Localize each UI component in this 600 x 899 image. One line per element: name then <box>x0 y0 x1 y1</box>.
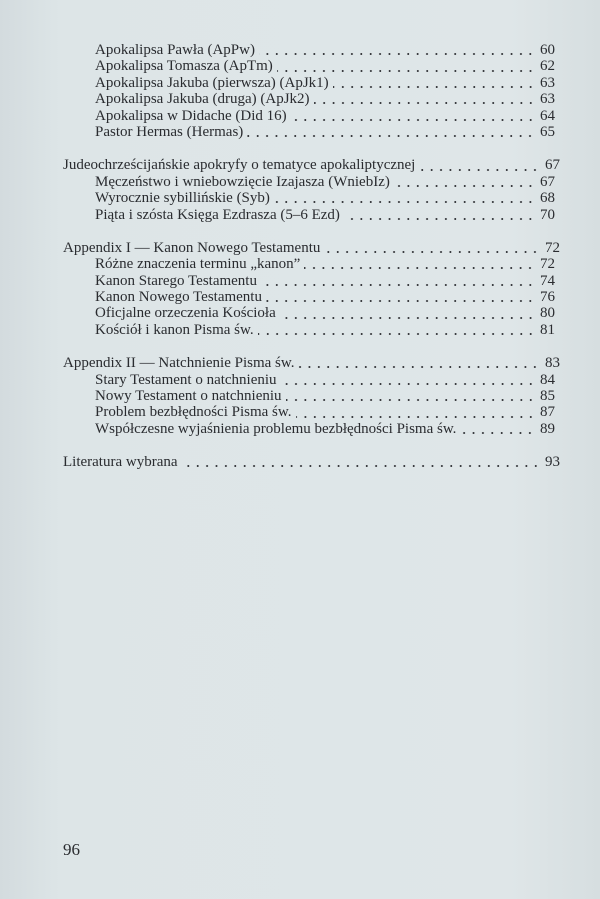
toc-subentry <box>63 108 560 124</box>
toc-subentry <box>63 372 560 388</box>
dot-leader <box>333 86 535 88</box>
dot-leader <box>296 416 535 418</box>
entry-page-number: 65 <box>540 123 555 140</box>
entry-page-number: 67 <box>540 173 555 190</box>
entry-page-number: 67 <box>545 157 560 174</box>
toc-subentry <box>63 322 560 338</box>
entry-title: Współczesne wyjaśnienia problemu bezbłędności Pisma św. <box>95 420 457 437</box>
toc-subentry <box>63 289 560 305</box>
toc-subentry <box>63 256 560 272</box>
entry-page-number: 81 <box>540 321 555 338</box>
entry-title: Nowy Testament o natchnieniu <box>95 388 282 405</box>
toc-subentry <box>63 91 560 107</box>
dot-leader <box>460 432 535 434</box>
dot-leader <box>344 218 535 220</box>
toc-subentry <box>63 207 560 223</box>
entry-title: Problem bezbłędności Pisma św. <box>95 404 292 421</box>
toc-entry <box>63 157 560 173</box>
entry-page-number: 83 <box>545 355 560 372</box>
dot-leader <box>280 317 535 319</box>
dot-leader <box>314 102 535 104</box>
entry-page-number: 63 <box>540 74 555 91</box>
entry-title: Apokalipsa Jakuba (druga) (ApJk2) <box>95 91 310 108</box>
entry-title: Różne znaczenia terminu „kanon” <box>95 256 301 273</box>
dot-leader <box>419 169 540 171</box>
dot-leader <box>247 135 535 137</box>
dot-leader <box>298 366 540 368</box>
dot-leader <box>266 300 535 302</box>
entry-title: Apokalipsa Pawła (ApPw) <box>95 42 255 58</box>
entry-page-number: 76 <box>540 289 555 306</box>
toc-section <box>63 157 560 223</box>
dot-leader <box>277 70 535 72</box>
toc-section <box>63 240 560 338</box>
entry-title: Judeochrześcijańskie apokryfy o tematyce apokaliptycznej <box>63 157 416 174</box>
toc-subentry <box>63 273 560 289</box>
toc-subentry <box>63 75 560 91</box>
entry-title: Kanon Nowego Testamentu <box>95 289 262 306</box>
entry-title: Kościół i kanon Pisma św. <box>95 321 254 338</box>
toc-section <box>63 42 560 140</box>
entry-page-number: 72 <box>540 256 555 273</box>
toc-subentry <box>63 305 560 321</box>
entry-title: Apokalipsa Jakuba (pierwsza) (ApJk1) <box>95 74 329 91</box>
entry-title: Piąta i szósta Księga Ezdrasza (5–6 Ezd) <box>95 206 340 223</box>
entry-title: Appendix II — Natchnienie Pisma św. <box>63 355 295 372</box>
entry-title: Oficjalne orzeczenia Kościoła <box>95 305 276 322</box>
entry-page-number: 68 <box>540 190 555 207</box>
entry-title: Kanon Starego Testamentu <box>95 272 257 289</box>
entry-title: Męczeństwo i wniebowzięcie Izajasza (WniebIz) <box>95 173 390 190</box>
dot-leader <box>274 201 535 203</box>
table-of-contents <box>63 42 560 488</box>
dot-leader <box>281 383 535 385</box>
entry-page-number: 80 <box>540 305 555 322</box>
toc-subentry <box>63 174 560 190</box>
toc-entry <box>63 454 560 470</box>
dot-leader <box>261 284 535 286</box>
entry-page-number: 84 <box>540 371 555 388</box>
entry-title: Wyrocznie sybillińskie (Syb) <box>95 190 270 207</box>
toc-entry <box>63 355 560 371</box>
dot-leader <box>182 465 540 467</box>
entry-title: Apokalipsa w Didache (Did 16) <box>95 107 287 124</box>
entry-title: Pastor Hermas (Hermas) <box>95 123 244 140</box>
entry-page-number: 64 <box>540 107 555 124</box>
entry-page-number: 85 <box>540 388 555 405</box>
entry-page-number: 70 <box>540 206 555 223</box>
toc-subentry <box>63 42 560 58</box>
entry-page-number: 93 <box>545 454 560 471</box>
entry-page-number: 62 <box>540 58 555 75</box>
page-number: 96 <box>63 840 80 859</box>
entry-title: Appendix I — Kanon Nowego Testamentu <box>63 239 321 256</box>
dot-leader <box>394 185 535 187</box>
dot-leader <box>324 251 540 253</box>
entry-page-number: 60 <box>540 42 555 58</box>
entry-page-number: 89 <box>540 420 555 437</box>
entry-title: Literatura wybrana <box>63 454 178 471</box>
dot-leader <box>304 267 535 269</box>
toc-section <box>63 355 560 437</box>
toc-entry <box>63 240 560 256</box>
dot-leader <box>259 53 535 55</box>
toc-subentry <box>63 404 560 420</box>
entry-title: Apokalipsa Tomasza (ApTm) <box>95 58 273 75</box>
entry-title: Stary Testament o natchnieniu <box>95 371 277 388</box>
dot-leader <box>286 399 535 401</box>
toc-section <box>63 454 560 470</box>
entry-page-number: 74 <box>540 272 555 289</box>
entry-page-number: 63 <box>540 91 555 108</box>
entry-page-number: 72 <box>545 239 560 256</box>
dot-leader <box>291 119 535 121</box>
toc-subentry <box>63 421 560 437</box>
entry-page-number: 87 <box>540 404 555 421</box>
dot-leader <box>258 333 535 335</box>
toc-subentry <box>63 124 560 140</box>
toc-subentry <box>63 190 560 206</box>
toc-subentry <box>63 58 560 74</box>
toc-subentry <box>63 388 560 404</box>
